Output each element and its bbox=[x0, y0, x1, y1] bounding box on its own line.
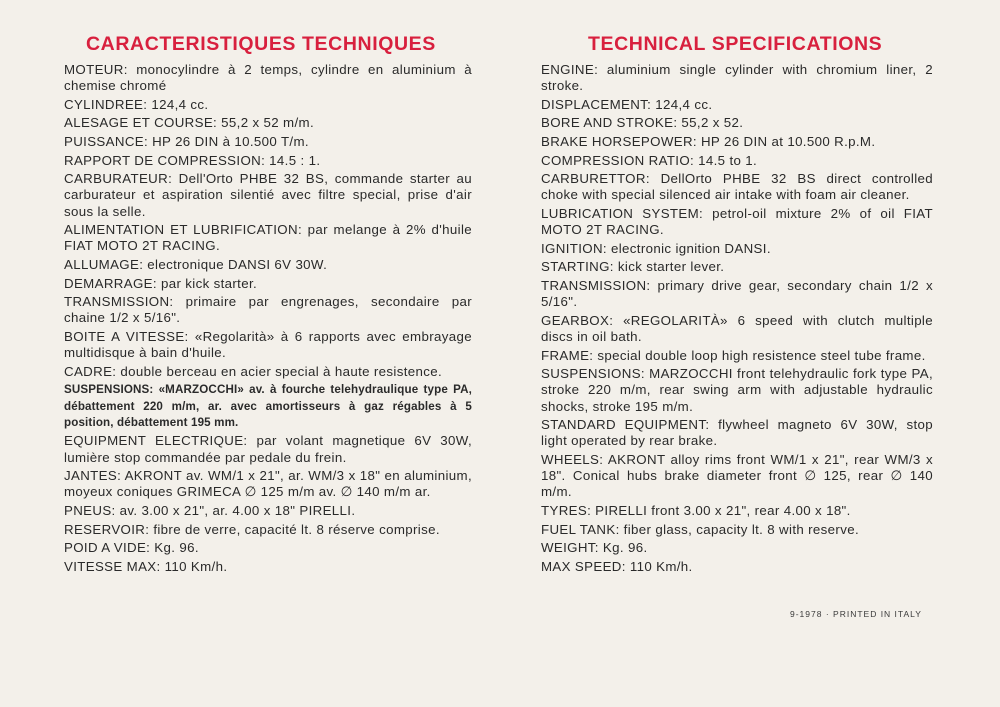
spec-label: MOTEUR: bbox=[64, 62, 128, 77]
spec-label: TRANSMISSION: bbox=[541, 277, 651, 293]
spec-value: AKRONT alloy rims front WM/1 x 21", rear WM/3 x 18". Conical hubs brake diameter front ∅ 125, rear ∅ 140 m/m. bbox=[541, 451, 933, 500]
spec-item bbox=[541, 62, 933, 94]
spec-label: IGNITION: bbox=[541, 240, 607, 256]
spec-value: 14.5 : 1. bbox=[265, 152, 321, 168]
spec-item bbox=[64, 115, 472, 131]
spec-value: primary drive gear, secondary chain 1/2 x 5/16". bbox=[541, 277, 933, 310]
spec-label: COMPRESSION RATIO: bbox=[541, 152, 695, 168]
spec-label: TYRES: bbox=[541, 502, 592, 518]
spec-item bbox=[64, 97, 472, 113]
spec-value: Dell'Orto PHBE 32 BS, commande starter au carburateur et aspiration silentié avec filtre special, prise d'air sous la selle. bbox=[64, 171, 472, 219]
spec-item bbox=[64, 382, 472, 431]
spec-label: BRAKE HORSEPOWER: bbox=[541, 133, 697, 149]
spec-item bbox=[541, 366, 933, 415]
spec-item bbox=[64, 522, 472, 538]
spec-item bbox=[541, 503, 933, 519]
spec-label: CARBURATEUR: bbox=[64, 171, 173, 187]
spec-item bbox=[541, 559, 933, 575]
spec-value: «MARZOCCHI» av. à fourche telehydraulique type PA, débattement 220 m/m, ar. avec amortisseurs à gaz régables à 5 position, débattement 195 mm. bbox=[64, 383, 472, 429]
spec-item bbox=[64, 364, 472, 380]
spec-label: GEARBOX: bbox=[541, 312, 614, 328]
spec-label: CYLINDREE: bbox=[64, 96, 148, 112]
spec-label: MAX SPEED: bbox=[541, 558, 626, 574]
spec-item bbox=[64, 276, 472, 292]
print-footer: 9-1978 · PRINTED IN ITALY bbox=[790, 609, 922, 619]
spec-value: electronic ignition DANSI. bbox=[606, 240, 771, 256]
spec-value: Kg. 96. bbox=[150, 540, 199, 556]
spec-label: ALIMENTATION ET LUBRIFICATION: bbox=[64, 222, 303, 238]
spec-label: RAPPORT DE COMPRESSION: bbox=[64, 152, 266, 168]
spec-value: «REGOLARITÀ» 6 speed with clutch multiple discs in oil bath. bbox=[541, 312, 933, 344]
spec-item bbox=[64, 222, 472, 254]
spec-label: VITESSE MAX: bbox=[64, 558, 161, 574]
spec-label: SUSPENSIONS: bbox=[64, 383, 154, 397]
spec-value: av. 3.00 x 21", ar. 4.00 x 18" PIRELLI. bbox=[115, 502, 356, 518]
spec-item bbox=[541, 313, 933, 345]
spec-label: WHEELS: bbox=[541, 451, 604, 467]
spec-label: CADRE: bbox=[64, 363, 117, 379]
spec-label: STANDARD EQUIPMENT: bbox=[541, 417, 710, 433]
spec-item bbox=[64, 540, 472, 556]
spec-item bbox=[64, 153, 472, 169]
spec-item bbox=[541, 417, 933, 449]
spec-value: 55,2 x 52. bbox=[677, 115, 744, 131]
spec-label: DEMARRAGE: bbox=[64, 275, 157, 291]
spec-value: fibre de verre, capacité lt. 8 réserve comprise. bbox=[149, 521, 440, 537]
spec-item bbox=[541, 452, 933, 501]
spec-value: par volant magnetique 6V 30W, lumière stop commandée par pedale du frein. bbox=[64, 433, 473, 465]
spec-label: SUSPENSIONS: bbox=[541, 366, 645, 382]
spec-label: FUEL TANK: bbox=[541, 521, 620, 537]
spec-item bbox=[541, 540, 933, 556]
spec-value: HP 26 DIN à 10.500 T/m. bbox=[148, 133, 309, 149]
spec-label: TRANSMISSION: bbox=[64, 294, 174, 310]
spec-label: WEIGHT: bbox=[541, 540, 599, 556]
spec-item bbox=[541, 171, 933, 203]
spec-label: JANTES: bbox=[64, 468, 122, 484]
spec-item bbox=[541, 206, 933, 238]
spec-value: HP 26 DIN at 10.500 R.p.M. bbox=[696, 133, 876, 149]
spec-label: ALLUMAGE: bbox=[64, 256, 144, 272]
spec-item bbox=[64, 559, 472, 575]
spec-value: double berceau en acier special à haute resistence. bbox=[116, 363, 443, 379]
spec-item bbox=[64, 503, 472, 519]
spec-value: DellOrto PHBE 32 BS direct controlled choke with special silenced air intake with foam air cleaner. bbox=[541, 171, 933, 203]
spec-value: PIRELLI front 3.00 x 21", rear 4.00 x 18". bbox=[591, 502, 851, 518]
spec-value: 124,4 cc. bbox=[147, 96, 209, 112]
spec-item bbox=[541, 115, 933, 131]
spec-value: electronique DANSI 6V 30W. bbox=[143, 256, 328, 272]
spec-item bbox=[541, 278, 933, 310]
spec-value: kick starter lever. bbox=[613, 259, 725, 275]
spec-value: 55,2 x 52 m/m. bbox=[217, 115, 314, 131]
spec-value: petrol-oil mixture 2% of oil FIAT MOTO 2T RACING. bbox=[541, 205, 933, 238]
spec-item bbox=[541, 259, 933, 275]
spec-value: fiber glass, capacity lt. 8 with reserve. bbox=[619, 521, 859, 537]
spec-label: ENGINE: bbox=[541, 62, 599, 77]
spec-item bbox=[541, 241, 933, 257]
spec-item bbox=[64, 294, 472, 326]
spec-label: BOITE A VITESSE: bbox=[64, 328, 189, 344]
spec-label: STARTING: bbox=[541, 259, 614, 275]
spec-label: FRAME: bbox=[541, 347, 594, 363]
spec-label: BORE AND STROKE: bbox=[541, 115, 678, 131]
spec-label: POID A VIDE: bbox=[64, 540, 151, 556]
spec-item bbox=[64, 134, 472, 150]
spec-label: DISPLACEMENT: bbox=[541, 96, 652, 112]
spec-item bbox=[541, 134, 933, 150]
spec-value: flywheel magneto 6V 30W, stop light operated by rear brake. bbox=[541, 417, 933, 449]
spec-item bbox=[64, 257, 472, 273]
spec-value: «Regolarità» à 6 rapports avec embrayage multidisque à bain d'huile. bbox=[64, 328, 472, 361]
spec-value: par kick starter. bbox=[156, 275, 258, 291]
spec-label: PNEUS: bbox=[64, 502, 116, 518]
spec-item bbox=[64, 329, 472, 361]
spec-label: PUISSANCE: bbox=[64, 133, 149, 149]
spec-value: Kg. 96. bbox=[598, 540, 648, 556]
spec-item bbox=[64, 468, 472, 500]
spec-label: RESERVOIR: bbox=[64, 521, 150, 537]
english-spec-list bbox=[541, 62, 933, 577]
spec-value: special double loop high resistence steel tube frame. bbox=[593, 347, 926, 363]
spec-item bbox=[541, 97, 933, 113]
spec-label: ALESAGE ET COURSE: bbox=[64, 115, 218, 131]
spec-item bbox=[64, 171, 472, 220]
spec-item bbox=[541, 348, 933, 364]
spec-item bbox=[64, 62, 472, 94]
spec-value: MARZOCCHI front telehydraulic fork type PA, stroke 220 m/m, rear swing arm with adjustable hydraulic shocks, stroke 195 m/m. bbox=[541, 366, 933, 414]
spec-value: aluminium single cylinder with chromium liner, 2 stroke. bbox=[541, 62, 933, 94]
spec-item bbox=[64, 433, 472, 465]
english-heading: TECHNICAL SPECIFICATIONS bbox=[588, 33, 883, 56]
spec-value: 110 Km/h. bbox=[625, 558, 693, 574]
spec-item bbox=[541, 153, 933, 169]
spec-value: par melange à 2% d'huile FIAT MOTO 2T RACING. bbox=[64, 222, 472, 254]
spec-label: CARBURETTOR: bbox=[541, 171, 650, 187]
spec-value: 124,4 cc. bbox=[651, 96, 713, 112]
spec-value: 110 Km/h. bbox=[160, 558, 228, 574]
spec-label: LUBRICATION SYSTEM: bbox=[541, 205, 704, 221]
spec-value: 14.5 to 1. bbox=[694, 152, 758, 168]
spec-value: monocylindre à 2 temps, cylindre en aluminium à chemise chromé bbox=[64, 62, 472, 94]
spec-label: EQUIPMENT ELECTRIQUE: bbox=[64, 433, 248, 449]
spec-item bbox=[541, 522, 933, 538]
french-heading: CARACTERISTIQUES TECHNIQUES bbox=[86, 33, 436, 56]
spec-value: primaire par engrenages, secondaire par chaine 1/2 x 5/16". bbox=[64, 294, 472, 326]
french-spec-list bbox=[64, 62, 472, 577]
spec-value: AKRONT av. WM/1 x 21", ar. WM/3 x 18" en aluminium, moyeux coniques GRIMECA ∅ 125 m/m av. ∅ 140 m/m ar. bbox=[64, 468, 472, 500]
